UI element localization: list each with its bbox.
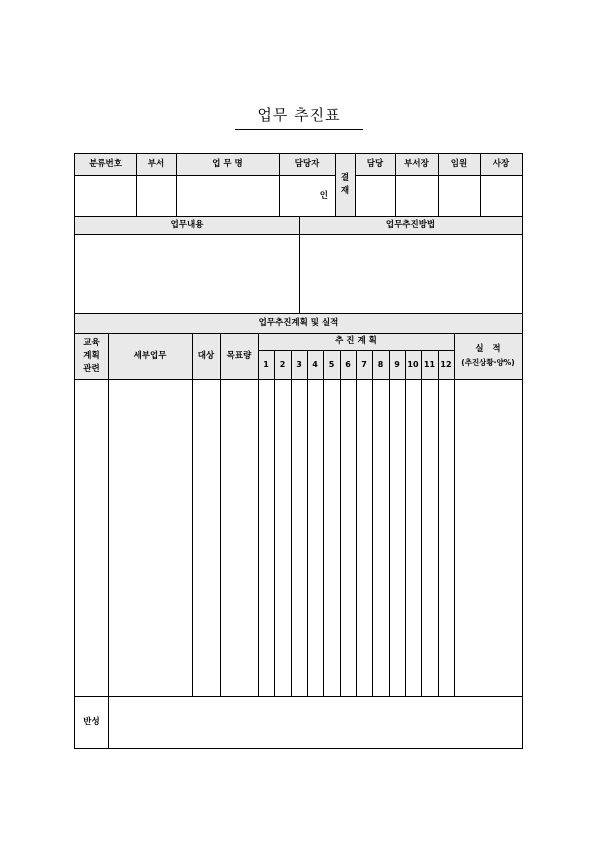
- results-header-title: 실 적: [475, 344, 501, 354]
- dept-head-signature-box[interactable]: [395, 175, 438, 216]
- grid-line: [454, 333, 455, 696]
- classification-no-field[interactable]: [75, 175, 136, 216]
- grid-line: [389, 350, 390, 696]
- grid-line: [279, 153, 280, 216]
- month-header-1: 1: [263, 360, 269, 369]
- grid-line: [335, 153, 336, 216]
- month-header-5: 5: [328, 360, 335, 369]
- grid-line: [74, 333, 523, 334]
- president-signature-box[interactable]: [480, 175, 522, 216]
- task-method-field[interactable]: [299, 234, 522, 313]
- grid-line: [395, 153, 396, 216]
- reflection-label: 반성: [83, 716, 100, 727]
- results-header-subtitle: (추진상황·양%): [461, 358, 515, 367]
- grid-line: [74, 696, 523, 697]
- header-department: 부서: [147, 159, 165, 169]
- executive-signature-box[interactable]: [438, 175, 480, 216]
- staff-signature-box[interactable]: [355, 175, 395, 216]
- grid-line: [74, 175, 336, 176]
- month-header-12: 12: [440, 360, 452, 369]
- grid-line: [340, 350, 341, 696]
- grid-line: [480, 153, 481, 216]
- reflection-field[interactable]: [108, 696, 522, 748]
- header-classification-no: 분류번호: [89, 159, 122, 169]
- month-header-10: 10: [407, 360, 419, 369]
- task-name-field[interactable]: [176, 175, 279, 216]
- task-content-header: 업무내용: [170, 220, 204, 230]
- month-header-7: 7: [361, 360, 367, 369]
- grid-line: [372, 350, 373, 696]
- approver-executive: 임원: [450, 159, 468, 169]
- education-header-line-3: 관련: [83, 363, 100, 374]
- department-field[interactable]: [136, 175, 176, 216]
- grid-line: [405, 350, 406, 696]
- grid-line: [438, 153, 439, 216]
- grid-line: [356, 350, 357, 696]
- table-right-border: [522, 153, 523, 749]
- education-header-line-2: 계획: [83, 350, 100, 361]
- results-header: [454, 333, 522, 379]
- month-header-6: 6: [345, 360, 351, 369]
- approver-president: 사장: [492, 159, 510, 169]
- grid-line: [74, 379, 523, 380]
- detail-task-header: 세부업무: [133, 350, 167, 361]
- promotion-plan-header: 추 진 계 획: [335, 336, 377, 346]
- target-header: 대상: [197, 350, 215, 361]
- grid-line: [355, 175, 523, 176]
- grid-line: [323, 350, 324, 696]
- month-header-3: 3: [296, 360, 302, 369]
- month-header-4: 4: [312, 360, 318, 369]
- grid-line: [136, 153, 137, 216]
- approval-label-char-2: 재: [340, 186, 350, 196]
- table-bottom-border: [74, 748, 523, 749]
- grid-line: [355, 153, 356, 216]
- education-plan-header: [75, 333, 108, 379]
- education-header-line-1: 교육: [83, 337, 100, 348]
- plan-section-title: 업무추진계획 및 실적: [258, 318, 339, 328]
- grid-line: [299, 216, 300, 313]
- task-content-field[interactable]: [75, 234, 299, 313]
- approval-label-char-1: 결: [340, 173, 350, 183]
- approver-dept-head: 부서장: [404, 159, 429, 169]
- grid-line: [176, 153, 177, 216]
- month-header-8: 8: [377, 360, 384, 369]
- table-top-border: [74, 153, 523, 154]
- grid-line: [307, 350, 308, 696]
- grid-line: [438, 350, 439, 696]
- person-in-charge-field[interactable]: [279, 175, 335, 216]
- grid-line: [108, 333, 109, 696]
- grid-line: [108, 696, 109, 748]
- grid-line: [192, 333, 193, 696]
- table-left-border: [74, 153, 75, 749]
- month-header-9: 9: [394, 360, 400, 369]
- task-method-header: 업무추진방법: [385, 220, 436, 230]
- grid-line: [74, 313, 523, 314]
- seal-mark: 인: [319, 190, 328, 201]
- month-header-11: 11: [423, 360, 436, 369]
- grid-line: [258, 333, 259, 696]
- grid-line: [220, 333, 221, 696]
- document-title: 업무 추진표: [235, 104, 363, 130]
- goal-amount-header: 목표량: [226, 350, 252, 361]
- grid-line: [274, 350, 275, 696]
- approval-label: [335, 154, 355, 216]
- grid-line: [421, 350, 422, 696]
- approver-staff: 담당: [366, 159, 384, 169]
- grid-line: [291, 350, 292, 696]
- month-header-2: 2: [279, 360, 286, 369]
- header-person-in-charge: 담당자: [294, 159, 320, 169]
- header-task-name: 업 무 명: [212, 159, 243, 169]
